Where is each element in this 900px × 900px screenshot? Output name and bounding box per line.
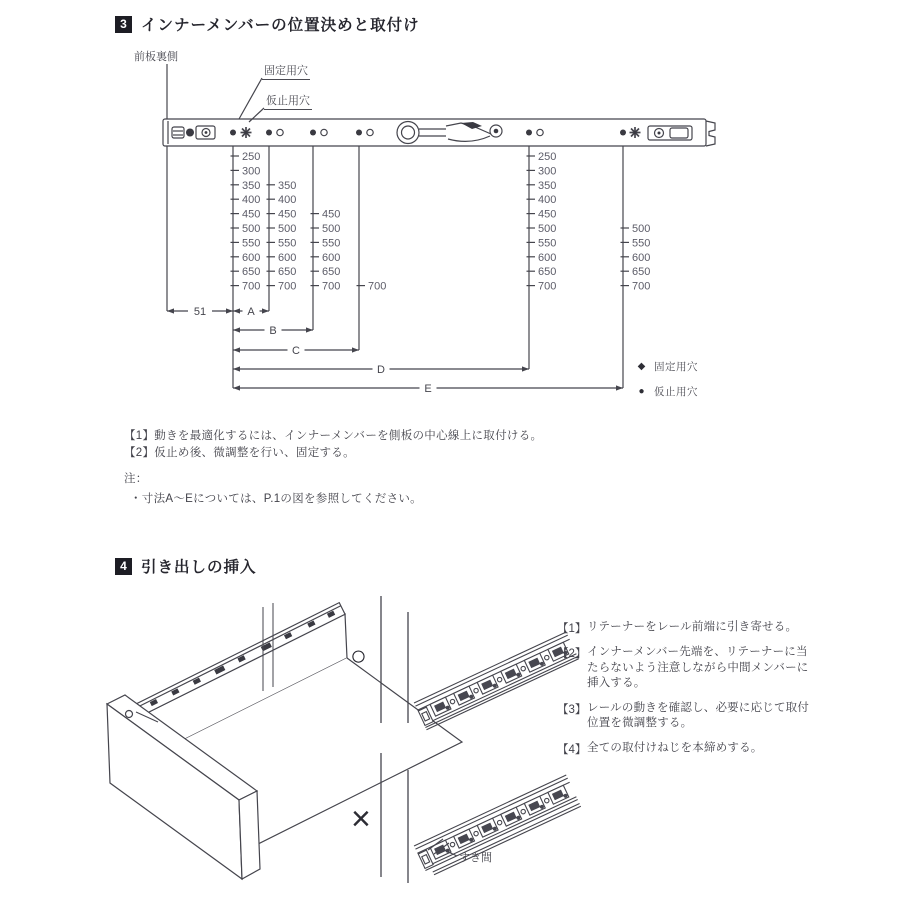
- tick-label: 700: [278, 280, 297, 293]
- tick-label: 550: [242, 237, 261, 250]
- tick-label: 250: [538, 151, 557, 163]
- tick-label: 550: [538, 237, 557, 250]
- step-number: 【4】: [557, 743, 587, 756]
- tick-label: 600: [242, 251, 261, 264]
- tick-label: 450: [538, 208, 557, 221]
- step-text: インナーメンバー先端を、リテーナーに当たらないよう注意しながら中間メンバーに挿入する。: [587, 646, 809, 689]
- tick-label: 700: [368, 280, 387, 293]
- dimension-label: E: [424, 383, 432, 395]
- drawer-isometric: [107, 603, 462, 879]
- note-line: 【2】仮止め後、微調整を行い、固定する。: [124, 447, 355, 459]
- step-number: 【1】: [557, 623, 587, 635]
- note-heading: 注：: [124, 473, 148, 485]
- step-number: 【2】: [557, 648, 587, 660]
- dimension-label: 51: [193, 306, 207, 318]
- ng-mark: ×: [351, 800, 371, 838]
- tick-label: 650: [278, 266, 297, 279]
- tick-label: 600: [538, 251, 557, 264]
- section3-title: インナーメンバーの位置決めと取付け: [141, 17, 420, 34]
- step-text: 全ての取付けねじを本締めする。: [587, 741, 763, 754]
- section3-number-badge: 3: [115, 16, 132, 33]
- tick-label: 650: [322, 266, 341, 279]
- hole-legend: [636, 354, 698, 404]
- note-item: ・寸法A〜Eについては、P.1の図を参照してください。: [130, 493, 422, 505]
- tick-label: 350: [242, 179, 261, 192]
- fixing-hole-label: 固定用穴: [262, 62, 310, 80]
- legend-label: 固定用穴: [654, 361, 698, 373]
- step-text: リテーナーをレール前端に引き寄せる。: [587, 621, 798, 633]
- temporary-hole-label: 仮止用穴: [264, 92, 312, 110]
- tick-label: 500: [242, 223, 261, 235]
- legend-row: [636, 379, 698, 404]
- tick-label: 400: [278, 194, 297, 207]
- dimension-label: C: [292, 345, 300, 357]
- dimension-label: A: [247, 306, 255, 318]
- tick-label: 650: [538, 266, 557, 279]
- tick-label: 600: [322, 251, 341, 264]
- note-line: 【1】動きを最適化するには、インナーメンバーを側板の中心線上に取付ける。: [124, 430, 543, 442]
- tick-label: 450: [242, 208, 261, 221]
- tick-label: 450: [278, 208, 297, 221]
- section3-notes: [124, 428, 542, 508]
- gap-label: すき間: [459, 852, 492, 864]
- dimension-lines: [167, 305, 623, 396]
- step-row: [557, 701, 815, 732]
- tick-label: 400: [538, 194, 557, 207]
- tick-label: 300: [538, 165, 557, 178]
- tick-label: 700: [632, 280, 651, 293]
- tick-label: 500: [278, 223, 297, 235]
- tick-label: 550: [278, 237, 297, 250]
- legend-label: 仮止用穴: [654, 386, 698, 398]
- tick-label: 500: [322, 223, 341, 235]
- dimension-label: D: [377, 364, 385, 376]
- fixing-hole-marker-right: [630, 127, 641, 138]
- temporary-hole-marker: [230, 130, 236, 136]
- tick-label: 250: [242, 151, 261, 163]
- section4-title: 引き出しの挿入: [141, 559, 257, 576]
- tick-label: 700: [322, 280, 341, 293]
- tick-label: 500: [632, 223, 651, 235]
- tick-label: 700: [242, 280, 261, 293]
- step-text: レールの動きを確認し、必要に応じて取付位置を微調整する。: [587, 701, 810, 729]
- fixing-hole-marker: [241, 127, 252, 138]
- step-row: [557, 620, 815, 636]
- section3-header: [115, 13, 420, 35]
- step-number: 【3】: [557, 703, 587, 716]
- tick-label: 400: [242, 194, 261, 207]
- tick-label: 450: [322, 208, 341, 221]
- section4-number-badge: 4: [115, 558, 132, 575]
- legend-symbol: ●: [638, 386, 645, 397]
- tick-label: 350: [538, 179, 557, 192]
- tick-label: 350: [278, 179, 297, 192]
- step-row: [557, 741, 815, 757]
- tick-label: 300: [242, 165, 261, 178]
- tick-label: 650: [242, 266, 261, 279]
- step-row: [557, 645, 815, 692]
- tick-label: 600: [632, 251, 651, 264]
- retainer-rail-correct: [414, 632, 579, 730]
- ok-mark: ○: [350, 640, 367, 671]
- tick-label: 650: [632, 266, 651, 279]
- retainer-rail-with-gap: [414, 775, 581, 877]
- section4-steps: [557, 620, 815, 766]
- tick-label: 550: [322, 237, 341, 250]
- legend-symbol: ◆: [637, 361, 646, 372]
- front-panel-back-label: 前板裏側: [134, 51, 178, 63]
- tick-label: 550: [632, 237, 651, 250]
- legend-row: [636, 354, 698, 379]
- tick-label: 700: [538, 280, 557, 293]
- dimension-label: B: [269, 325, 277, 337]
- section4-header: [115, 555, 257, 577]
- tick-label: 600: [278, 251, 297, 264]
- tick-label: 500: [538, 223, 557, 235]
